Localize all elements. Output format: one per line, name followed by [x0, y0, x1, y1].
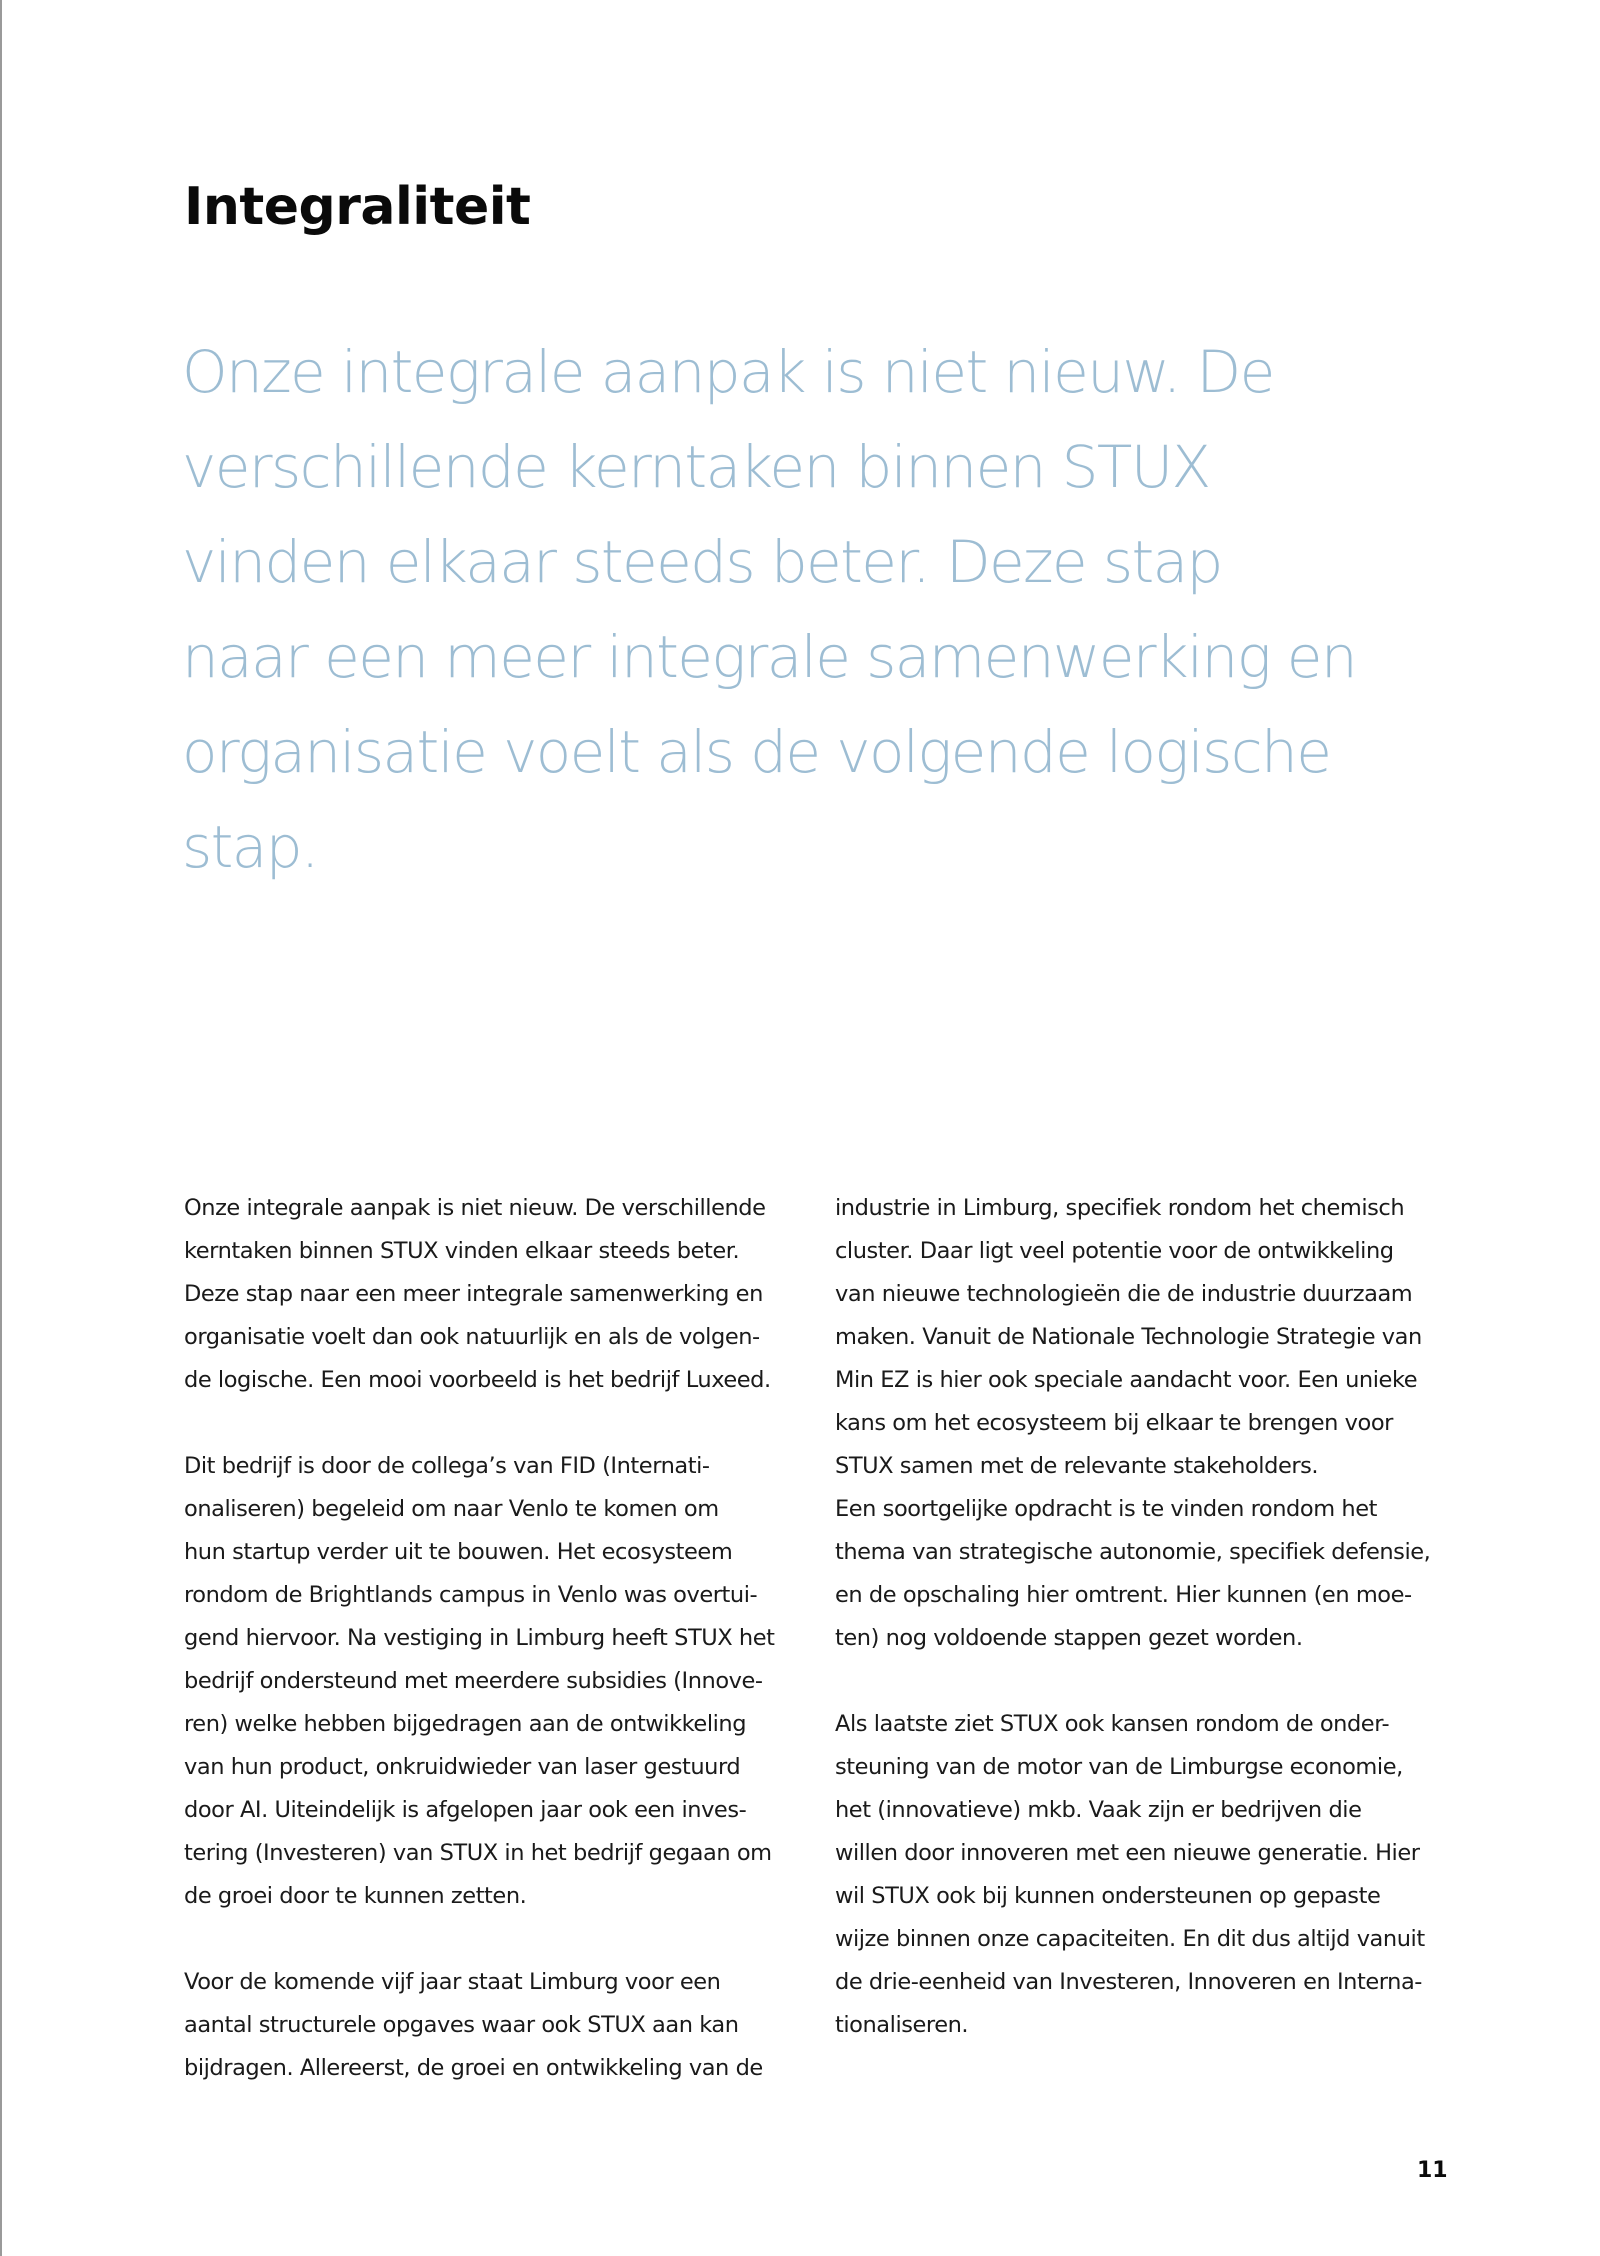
body-line: gend hiervoor. Na vestiging in Limburg heeft STUX het: [184, 1625, 775, 1651]
body-paragraph-luxeed-intro: [184, 1187, 824, 1402]
body-line: de logische. Een mooi voorbeeld is het bedrijf Luxeed.: [184, 1367, 771, 1393]
body-line: wijze binnen onze capaciteiten. En dit dus altijd vanuit: [835, 1926, 1425, 1952]
intro-quote-line: Onze integrale aanpak is niet nieuw. De: [182, 338, 1274, 406]
body-line: onaliseren) begeleid om naar Venlo te komen om: [184, 1496, 719, 1522]
body-line: Onze integrale aanpak is niet nieuw. De verschillende: [184, 1195, 766, 1221]
body-paragraph-luxeed-story: [184, 1445, 824, 1918]
body-column-right: [835, 1187, 1475, 2047]
body-line: kerntaken binnen STUX vinden elkaar steeds beter.: [184, 1238, 740, 1264]
body-line: industrie in Limburg, specifiek rondom het chemisch: [835, 1195, 1405, 1221]
body-line: wil STUX ook bij kunnen ondersteunen op gepaste: [835, 1883, 1381, 1909]
intro-quote: [182, 325, 1482, 895]
body-line: aantal structurele opgaves waar ook STUX aan kan: [184, 2012, 739, 2038]
intro-quote-line: stap.: [182, 813, 318, 881]
body-line: de drie-eenheid van Investeren, Innoveren en Interna-: [835, 1969, 1422, 1995]
body-paragraph-structural-challenges: [184, 1961, 824, 2090]
body-line: cluster. Daar ligt veel potentie voor de ontwikkeling: [835, 1238, 1394, 1264]
body-line: hun startup verder uit te bouwen. Het ecosysteem: [184, 1539, 733, 1565]
body-line: door AI. Uiteindelijk is afgelopen jaar ook een inves-: [184, 1797, 747, 1823]
body-line: bedrijf ondersteund met meerdere subsidies (Innove-: [184, 1668, 763, 1694]
body-line: STUX samen met de relevante stakeholders.: [835, 1453, 1319, 1479]
body-line: maken. Vanuit de Nationale Technologie Strategie van: [835, 1324, 1422, 1350]
body-line: de groei door te kunnen zetten.: [184, 1883, 527, 1909]
body-line: het (innovatieve) mkb. Vaak zijn er bedrijven die: [835, 1797, 1362, 1823]
body-line: tionaliseren.: [835, 2012, 969, 2038]
body-line: kans om het ecosysteem bij elkaar te brengen voor: [835, 1410, 1393, 1436]
intro-quote-line: naar een meer integrale samenwerking en: [182, 623, 1356, 691]
intro-quote-line: vinden elkaar steeds beter. Deze stap: [182, 528, 1222, 596]
page-number: 11: [1417, 2158, 1448, 2183]
body-line: ten) nog voldoende stappen gezet worden.: [835, 1625, 1303, 1651]
body-line: en de opschaling hier omtrent. Hier kunnen (en moe-: [835, 1582, 1412, 1608]
page-title: Integraliteit: [184, 177, 531, 237]
body-line: willen door innoveren met een nieuwe generatie. Hier: [835, 1840, 1420, 1866]
body-line: Voor de komende vijf jaar staat Limburg voor een: [184, 1969, 721, 1995]
body-line: van nieuwe technologieën die de industrie duurzaam: [835, 1281, 1413, 1307]
intro-quote-line: verschillende kerntaken binnen STUX: [182, 433, 1210, 501]
body-paragraph-strategic-autonomy: [835, 1488, 1475, 1660]
body-line: ren) welke hebben bijgedragen aan de ontwikkeling: [184, 1711, 747, 1737]
body-line: van hun product, onkruidwieder van laser gestuurd: [184, 1754, 741, 1780]
body-line: Een soortgelijke opdracht is te vinden rondom het: [835, 1496, 1377, 1522]
intro-quote-line: organisatie voelt als de volgende logische: [182, 718, 1331, 786]
body-line: tering (Investeren) van STUX in het bedrijf gegaan om: [184, 1840, 772, 1866]
body-line: Deze stap naar een meer integrale samenwerking en: [184, 1281, 763, 1307]
body-line: steuning van de motor van de Limburgse economie,: [835, 1754, 1403, 1780]
body-line: organisatie voelt dan ook natuurlijk en als de volgen-: [184, 1324, 760, 1350]
body-line: bijdragen. Allereerst, de groei en ontwikkeling van de: [184, 2055, 763, 2081]
body-line: rondom de Brightlands campus in Venlo was overtui-: [184, 1582, 758, 1608]
body-paragraph-chemical-industry: [835, 1187, 1475, 1488]
body-column-left: [184, 1187, 824, 2090]
body-paragraph-mkb-support: [835, 1703, 1475, 2047]
body-line: Min EZ is hier ook speciale aandacht voor. Een unieke: [835, 1367, 1418, 1393]
body-line: thema van strategische autonomie, specifiek defensie,: [835, 1539, 1431, 1565]
body-line: Dit bedrijf is door de collega’s van FID (Internati-: [184, 1453, 710, 1479]
body-line: Als laatste ziet STUX ook kansen rondom de onder-: [835, 1711, 1390, 1737]
page-edge-border: [0, 0, 2, 2256]
